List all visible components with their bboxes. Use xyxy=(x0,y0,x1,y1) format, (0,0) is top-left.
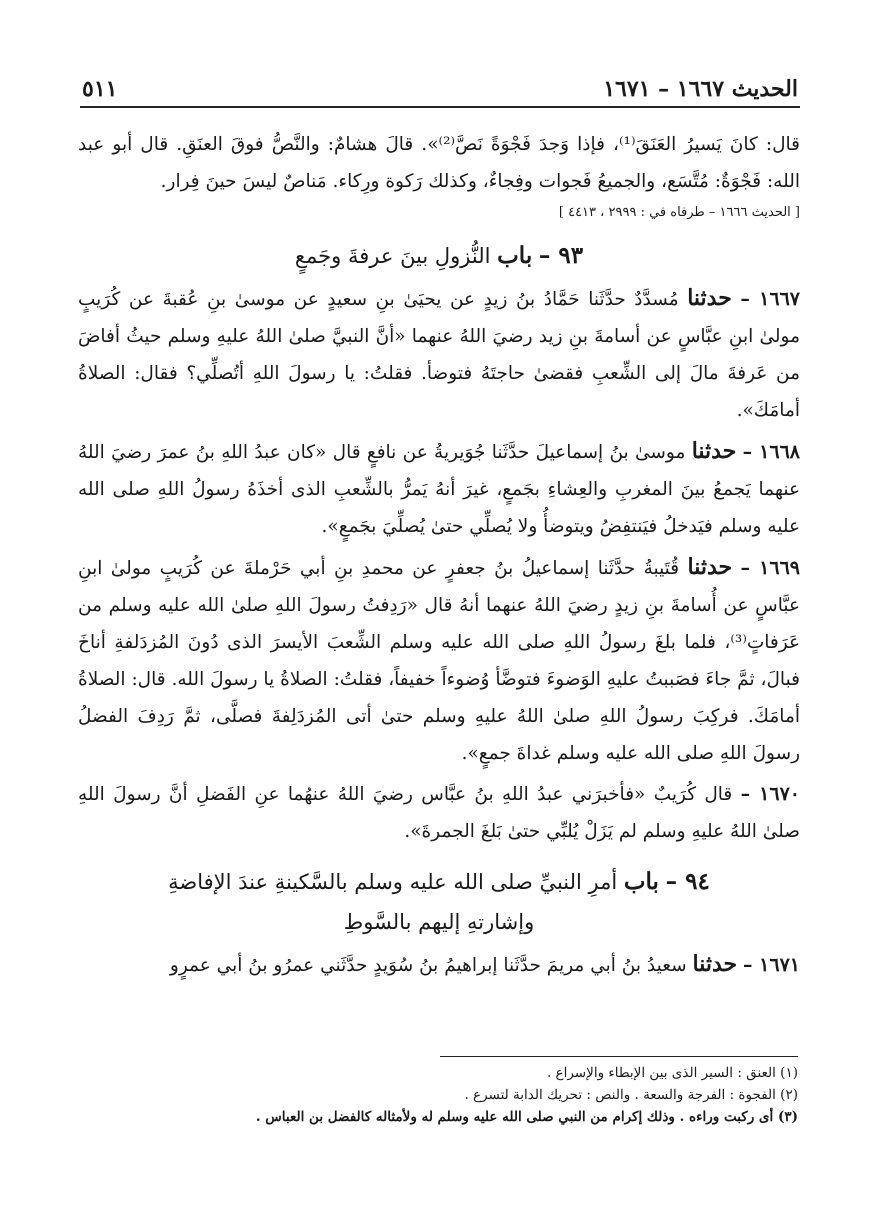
chapter-heading-93 xyxy=(78,236,800,276)
hadith-number: ١٦٧١ – xyxy=(743,954,800,976)
hadith-text: موسىٰ بنُ إسماعيلَ حدَّثَنا جُوَيريةُ عن نافعٍ قال «كان عبدُ اللهِ بنُ عمرَ رضيَ اللهُ عنهما يَجمعُ بينَ المغربِ والعِشاءِ بجَمعٍ، غيرَ أنهُ يَمرُّ بالشِّعبِ الذى أخذَهُ رسولُ اللهِ صلى الله عليه وسلم فيَدخلُ فيَنتفِضُ ويتوضأُ ولا يُصلِّي حتىٰ يُصلِّيَ بجَمعٍ». xyxy=(78,442,800,537)
hadith-text: قُتَيبةُ حدَّثَنا إسماعيلُ بنُ جعفرٍ عن محمدِ بنِ أبي حَرْملةَ عن كُرَيبٍ مولىٰ ابنِ عبَّاسٍ عن أُسامةَ بنِ زيدٍ رضيَ اللهُ عنهما أنهُ قال «رَدِفتُ رسولَ اللهِ صلىٰ الله عليه وسلم من عَرَفاتٍ⁽³⁾، فلما بلغَ رسولُ اللهِ صلى الله عليه وسلم الشِّعبَ الأيسرَ الذى دُونَ المُزدَلفةِ أناخَ فبالَ، ثمَّ جاءَ فصَببتُ عليهِ الوَضوءَ فتوضَّأ وُضوءاً خفيفاً، فقلتُ: الصلاةُ يا رسولَ الله. قال: الصلاةُ أمامَكَ. فركِبَ رسولُ اللهِ صلىٰ اللهُ عليهِ وسلم حتىٰ أتى المُزدَلِفةَ فصلَّى، ثمَّ رَدِفَ الفضلُ رسولَ اللهِ صلى الله عليه وسلم غداةَ جمعٍ». xyxy=(78,558,800,764)
chapter-number: ٩٣ – xyxy=(538,242,584,269)
footnote: (١) العنق : السير الذى بين الإبطاء والإسراع . xyxy=(546,1065,798,1081)
haddathana-word: حدثنا xyxy=(691,438,737,464)
page-body xyxy=(78,126,800,984)
chapter-heading-94 xyxy=(78,862,800,942)
chapter-keyword: باب xyxy=(497,242,533,269)
haddathana-word: حدثنا xyxy=(687,554,733,580)
footnote: (٢) الفجوة : الفرجة والسعة . والنص : تحريك الدابة لتسرع . xyxy=(464,1087,798,1103)
running-title: الحديث ١٦٦٧ – ١٦٧١ xyxy=(603,76,798,102)
page-header xyxy=(82,62,798,102)
page-number: ٥١١ xyxy=(82,76,118,102)
haddathana-word: حدثنا xyxy=(692,951,738,977)
footnote-rule xyxy=(440,1056,798,1057)
hadith-1667 xyxy=(78,280,800,429)
header-rule xyxy=(80,106,800,108)
cross-reference: [ الحديث ١٦٦٦ – طرفاه في : ٢٩٩٩ ، ٤٤١٣ ] xyxy=(558,205,800,220)
continuation-paragraph: قال: كانَ يَسيرُ العَنَقَ⁽¹⁾، فإذا وَجدَ فَجْوَةً نَصَّ⁽²⁾». قالَ هشامٌ: والنَّصُّ فوقَ العنَقِ. قال أبو عبد الله: فَجْوَةٌ: مُتَّسَع، والجميعُ فَجوات وفِجاءٌ، وكذلك رَكوة ورِكاء. مَناصٌ ليسَ حينَ فِرار. xyxy=(78,134,801,192)
hadith-text: قال كُرَيبٌ «فأخبرَني عبدُ اللهِ بنُ عبَّاس رضيَ اللهُ عنهُما عنِ الفَضلِ أنَّ رسولَ اللهِ صلىٰ اللهُ عليهِ وسلم لم يَزَلْ يُلبِّي حتىٰ بَلغَ الجمرةَ». xyxy=(78,784,800,842)
hadith-text: سعيدُ بنُ أبي مريمَ حدَّثَنا إبراهيمُ بنُ سُوَيدٍ حدَّثَني عمرُو بنُ أبي عمرٍو xyxy=(169,955,687,976)
hadith-number: ١٦٧٠ – xyxy=(740,783,800,805)
hadith-1669 xyxy=(78,549,800,772)
chapter-keyword: باب xyxy=(623,868,659,895)
hadith-1668 xyxy=(78,433,800,545)
hadith-text: مُسدَّدٌ حدَّثَنا حَمَّادُ بنُ زيدٍ عن يحيَىٰ بنِ سعيدٍ عن موسىٰ بنِ عُقبةَ عن كُرَيبٍ مولىٰ ابنِ عبَّاسٍ عن أسامةَ بنِ زيد رضيَ اللهُ عنهما «أنَّ النبيَّ صلىٰ اللهُ عليهِ وسلم حيثُ أفاضَ من عَرفةَ مالَ إلى الشِّعبِ فقضىٰ حاجتَهُ فتوضأ. فقلتُ: يا رسولَ اللهِ أتُصلِّي؟ فقال: الصلاةُ أمامَكَ». xyxy=(78,289,800,421)
footnotes xyxy=(255,1062,798,1128)
hadith-number: ١٦٦٧ – xyxy=(740,288,800,310)
haddathana-word: حدثنا xyxy=(687,285,732,311)
chapter-title: النُّزولِ بينَ عرفةَ وجَمعٍ xyxy=(294,244,491,268)
chapter-title-line2: وإشارتهِ إليهم بالسَّوطِ xyxy=(343,910,535,934)
hadith-1671 xyxy=(78,946,800,984)
chapter-number: ٩٤ – xyxy=(665,868,710,895)
hadith-number: ١٦٦٩ – xyxy=(740,557,800,579)
chapter-title: أمرِ النبيِّ صلى الله عليه وسلم بالسَّكينةِ عندَ الإفاضةِ xyxy=(168,870,618,894)
footnote: (٣) أى ركبت وراءه . وذلك إكرام من النبي صلى الله عليه وسلم له ولأمثاله كالفضل بن العباس . xyxy=(255,1109,798,1125)
hadith-number: ١٦٦٨ – xyxy=(742,441,800,463)
hadith-1670 xyxy=(78,776,800,850)
